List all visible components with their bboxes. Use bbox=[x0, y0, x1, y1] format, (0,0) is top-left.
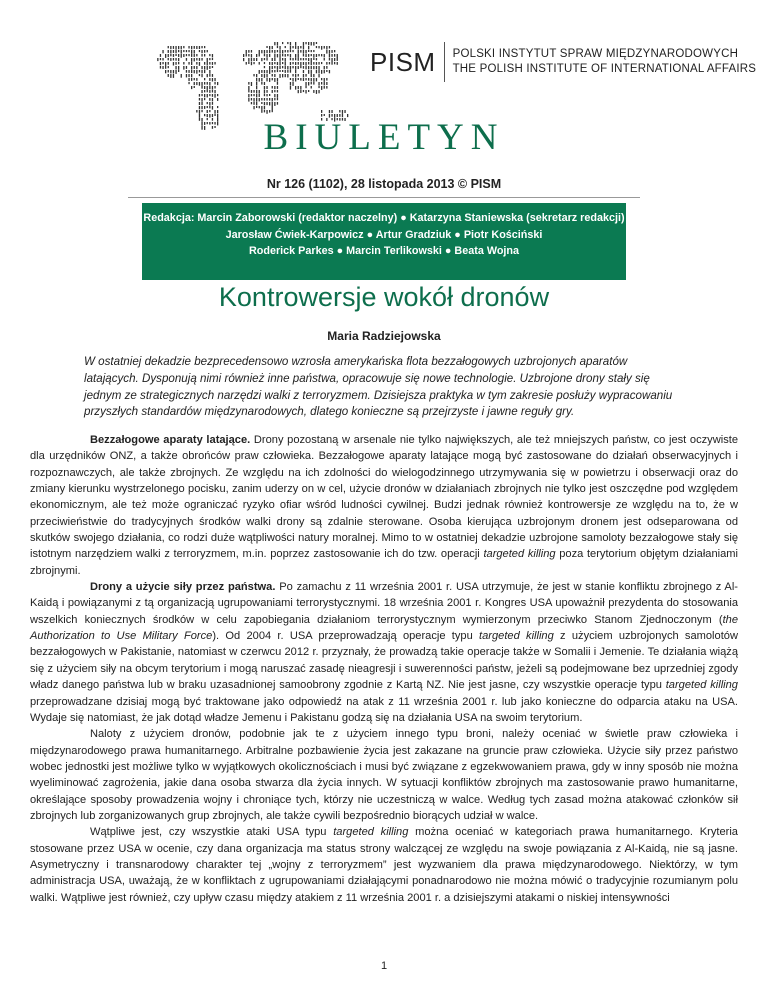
editorial-line-2: Jarosław Ćwiek-Karpowicz ● Artur Gradziuk ● Piotr Kościński bbox=[225, 228, 543, 241]
logo-divider bbox=[444, 42, 445, 82]
paragraph-heading: Drony a użycie siły przez państwa. bbox=[90, 581, 276, 594]
paragraph-1: Bezzałogowe aparaty latające. Drony pozostaną w arsenale nie tylko największych, ale też mniejszych państw, co jest oczywiste dla urzędników ONZ, a także obrońców praw człowieka. Bezzałogowe aparaty latające mogą być zastosowane do działań obserwacyjnych i rozpoznawczych, ale także zbrojnych. Ze względu na ich zdolności do wielogodzinnego utrzymywania się w powietrzu i obserwacji oraz do zmiany kierunku wystrzelonego pocisku, zanim uderzy on w cel, użycie dronów w działaniach zbrojnych nie tylko jest oszczędne pod względem ekonomicznym, ale też może ograniczać ryzyko ofiar wśród ludności cywilnej. Budzi jednak również kontrowersje ze względu na to, że w przeciwieństwie do tradycyjnych środków walki drony są zdalnie sterowane. Osoba kierująca uzbrojonym dronem jest odseparowana od skutków swojego działania, co rodzi duże wątpliwości natury moralnej. Mimo to w ostatniej dekadzie uzbrojone samoloty bezzałogowe stały się istotnym narzędziem walki z terroryzmem, m.in. poprzez zastosowanie ich do tzw. operacji targeted killing poza terytorium objętym działaniami zbrojnymi. bbox=[30, 434, 739, 577]
divider bbox=[128, 197, 640, 198]
paragraph-2: Drony a użycie siły przez państwa. Po zamachu z 11 września 2001 r. USA utrzymuje, że jest w stanie konfliktu zbrojnego z Al-Kaidą i powiązanymi z tą organizacją ugrupowaniami terrorystycznymi. 18 września 2001 r. Kongres USA upoważnił prezydenta do stosowania wszelkich koniecznych środków w celu zapobiegania działaniom terrorystycznym wymierzonym przeciwko Stanom Zjednoczonym (the Authorization to Use Military Force). Od 2004 r. USA przeprowadzają operacje typu targeted killing z użyciem uzbrojonych samolotów bezzałogowych w Pakistanie, natomiast w czerwcu 2012 r. przyznały, że prowadzą takie operacje także w Somalii i Jemenie. Te działania wiążą się z użyciem siły na obcym terytorium i mogą naruszać zasadę nieagresji i suwerenności państw, jeżeli są podejmowane bez uprzedniej zgody władz danego państwa lub w braku uzasadnionej samoobrony zgodnie z Kartą NZ. Nie jest jasne, czy wszystkie operacje typu targeted killing przeprowadzane dzisiaj mogą być traktowane jako odpowiedź na atak z 11 września 2001 r. lub jako konieczne do odparcia ataku na USA. Wydaje się natomiast, że jak dotąd władze Jemenu i Pakistanu godzą się na działania USA na swoim terytorium. bbox=[30, 581, 738, 724]
paragraph-heading: Bezzałogowe aparaty latające. bbox=[90, 434, 251, 446]
article-body bbox=[30, 432, 738, 906]
article-title: Kontrowersje wokół dronów bbox=[218, 282, 550, 312]
paragraph-4: Wątpliwe jest, czy wszystkie ataki USA typu targeted killing można oceniać w kategoriach prawa humanitarnego. Kryteria stosowane przez USA w ocenie, czy dana organizacja ma status strony walczącej ze względu na swoje powiązania z Al-Kaidą, nie są jasne. Asymetryczny i transnarodowy charakter tej „wojny z terroryzmem” jest wyzwaniem dla prawa międzynarodowego. Niektórzy, w tym administracja USA, uważają, że w konfliktach z ugrupowaniami działającymi ponadnarodowo nie można mówić o tradycyjnie rozumianym polu walki. Wątpliwe jest również, czy upływ czasu między atakiem z 11 września 2001 r. a dzisiejszymi atakami o niskiej intensywności bbox=[30, 826, 738, 904]
editorial-box bbox=[142, 203, 626, 280]
editorial-line-3: Roderick Parkes ● Marcin Terlikowski ● Beata Wojna bbox=[248, 245, 520, 257]
institute-name-en: THE POLISH INSTITUTE OF INTERNATIONAL AFFAIRS bbox=[452, 63, 757, 75]
article-author: Maria Radziejowska bbox=[327, 329, 441, 343]
paragraph-3: Naloty z użyciem dronów, podobnie jak te z użyciem innego typu broni, należy oceniać w świetle praw człowieka i międzynarodowego prawa humanitarnego. Arbitralne pozbawienie życia jest zakazane na gruncie praw człowieka. Użycie siły przez państwo wobec jednostki jest możliwe tylko w wyjątkowych okolicznościach i musi być związane z egzekwowaniem prawa, gdy w inny sposób nie można wyeliminować zagrożenia, jakie dana osoba stwarza dla życia innych. W sytuacji konfliktów zbrojnych ma zastosowanie prawo humanitarne, określające sposoby prowadzenia wojny i chroniące tych, którzy nie uczestniczą w walce. Według tych zasad można atakować członków sił zbrojnych lub zorganizowanych grup zbrojnych, ale także cywili bezpośrednio biorących udział w walce. bbox=[30, 728, 738, 822]
institute-name-pl: POLSKI INSTYTUT SPRAW MIĘDZYNARODOWYCH bbox=[452, 48, 739, 60]
article-lead: W ostatniej dekadzie bezprecedensowo wzrosła amerykańska flota bezzałogowych uzbrojonych aparatów latających. Dysponują nimi również inne państwa, opracowuje się nowe technologie. Uzbrojone drony stały się jednym ze strategicznych narzędzi walki z terroryzmem. Dzisiejsza praktyka w tym zakresie posłuży wypracowaniu przyszłych standardów międzynarodowych, dlatego konieczne są przejrzyste i jawne reguły gry. bbox=[84, 355, 673, 419]
pism-logo bbox=[370, 42, 756, 82]
editorial-line-1: Redakcja: Marcin Zaborowski (redaktor naczelny) ● Katarzyna Staniewska (sekretarz redakcji) bbox=[143, 212, 625, 224]
publication-title: BIULETYN bbox=[263, 117, 505, 158]
header bbox=[0, 0, 768, 170]
institute-name bbox=[453, 47, 757, 77]
logo-mark: PISM bbox=[370, 46, 436, 77]
issue-info: Nr 126 (1102), 28 listopada 2013 © PISM bbox=[266, 177, 502, 191]
page-number: 1 bbox=[380, 960, 388, 972]
